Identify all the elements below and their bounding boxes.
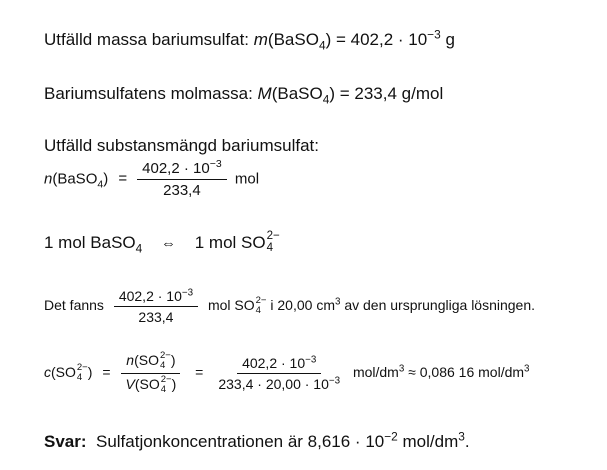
amount-close: ) — [103, 170, 109, 188]
conc-var: c — [44, 364, 51, 381]
amount-equation — [44, 160, 259, 199]
conc-frac1-den-sup: 2− — [160, 374, 172, 386]
ratio-left: 1 mol BaSO — [44, 233, 136, 253]
sample-num-exp: −3 — [181, 287, 194, 299]
conc-frac1-den-var: V — [125, 376, 135, 393]
sample-ion — [256, 296, 267, 315]
conc-frac2-num-exp: −3 — [305, 354, 317, 366]
answer-unit: mol/dm — [397, 432, 459, 451]
concentration-equation — [44, 352, 530, 395]
conc-frac2-denominator — [213, 374, 345, 392]
mass-unit: g — [440, 30, 455, 49]
answer-unit-exp: 3 — [458, 429, 465, 444]
sample-volume-exp: 3 — [334, 296, 341, 308]
conc-frac2-den-text: 233,4 · 20,00 · 10 — [218, 376, 329, 393]
conc-approx-exp: 3 — [524, 363, 530, 375]
answer-text: Sulfatjonkoncentrationen är 8,616 · 10 — [86, 432, 385, 451]
sample-mid: mol SO — [207, 297, 255, 314]
sample-denominator: 233,4 — [138, 309, 174, 325]
amount-unit: mol — [234, 170, 260, 188]
conc-equals: = — [102, 364, 111, 381]
conc-paren: (SO — [51, 364, 76, 381]
amount-in-sample — [44, 288, 535, 325]
answer-exp: −2 — [384, 429, 398, 444]
sample-prefix: Det fanns — [44, 297, 104, 314]
conc-frac1-num-var: n — [126, 352, 135, 369]
amount-heading-text: Utfälld substansmängd bariumsulfat: — [44, 136, 319, 155]
amount-num-exp: −3 — [209, 158, 222, 170]
amount-heading — [44, 136, 319, 156]
conc-unit: mol/dm — [352, 364, 399, 381]
conc-fraction-2 — [213, 355, 345, 392]
conc-frac2-den-exp: −3 — [328, 375, 341, 387]
sample-ion-sup: 2− — [255, 294, 267, 306]
mass-value: ) = 402,2 · 10 — [325, 30, 428, 49]
amount-fraction — [137, 160, 227, 199]
conc-frac2-num-text: 402,2 · 10 — [242, 355, 306, 372]
conc-frac1-den-close: ) — [171, 376, 177, 393]
molar-mass-sub: 4 — [322, 92, 330, 107]
mass-var: m — [253, 30, 268, 49]
molar-mass-statement — [44, 84, 444, 107]
conc-frac1-den-text: (SO — [134, 376, 160, 393]
mass-paren: (BaSO — [267, 30, 319, 49]
ratio-right-sub: 4 — [266, 241, 274, 254]
sample-fraction — [114, 288, 198, 325]
conc-fraction-1 — [121, 352, 182, 395]
ratio-left-sub: 4 — [135, 241, 143, 256]
amount-num-text: 402,2 · 10 — [142, 160, 210, 177]
conc-frac1-num-sup: 2− — [159, 350, 171, 361]
molar-mass-label: Bariumsulfatens molmassa: — [44, 84, 258, 103]
conc-frac2-numerator — [237, 355, 321, 374]
conc-frac1-den-ion — [161, 375, 172, 394]
conc-frac1-numerator — [121, 352, 180, 374]
amount-paren: (BaSO — [52, 170, 98, 188]
conc-approx: ≈ 0,086 16 mol/dm — [404, 364, 525, 381]
amount-equals: = — [118, 170, 128, 188]
conc-unit-exp: 3 — [398, 363, 405, 375]
molar-mass-value: ) = 233,4 g/mol — [329, 84, 444, 103]
conc-ion-sub: 4 — [76, 371, 83, 383]
sample-num-text: 402,2 · 10 — [118, 288, 182, 304]
conc-close: ) — [87, 364, 93, 381]
answer-line — [44, 429, 470, 452]
ratio-right-ion — [267, 231, 280, 254]
amount-sub: 4 — [97, 178, 104, 191]
amount-var: n — [44, 170, 53, 188]
answer-label: Svar: — [44, 432, 87, 451]
mole-ratio — [44, 232, 280, 255]
molar-mass-paren: (BaSO — [271, 84, 323, 103]
ratio-right: 1 mol SO — [194, 233, 266, 253]
mass-label: Utfälld massa bariumsulfat: — [44, 30, 254, 49]
mass-statement — [44, 27, 455, 53]
sample-ion-sub: 4 — [255, 304, 261, 316]
sample-tail: av den ursprungliga lösningen. — [340, 297, 536, 314]
conc-frac1-num-sub: 4 — [159, 359, 166, 371]
molar-mass-var: M — [257, 84, 272, 103]
conc-frac1-num-ion — [160, 351, 171, 370]
conc-ion — [77, 363, 88, 382]
amount-denominator: 233,4 — [163, 182, 201, 199]
amount-numerator — [137, 160, 227, 180]
answer-end: . — [464, 432, 470, 451]
mass-sub: 4 — [318, 38, 326, 53]
sample-numerator — [114, 288, 198, 307]
ratio-right-sup: 2− — [266, 230, 280, 242]
sample-volume: i 20,00 cm — [266, 297, 335, 314]
conc-frac1-denominator — [121, 374, 182, 395]
conc-frac1-num-close: ) — [170, 352, 176, 369]
conc-equals-2: = — [195, 364, 204, 381]
conc-frac1-num-text: (SO — [134, 352, 159, 369]
equivalence-arrow-icon: ⇔ — [161, 235, 177, 253]
conc-ion-sup: 2− — [76, 362, 88, 374]
mass-exp: −3 — [427, 27, 441, 42]
conc-frac1-den-sub: 4 — [160, 383, 167, 395]
